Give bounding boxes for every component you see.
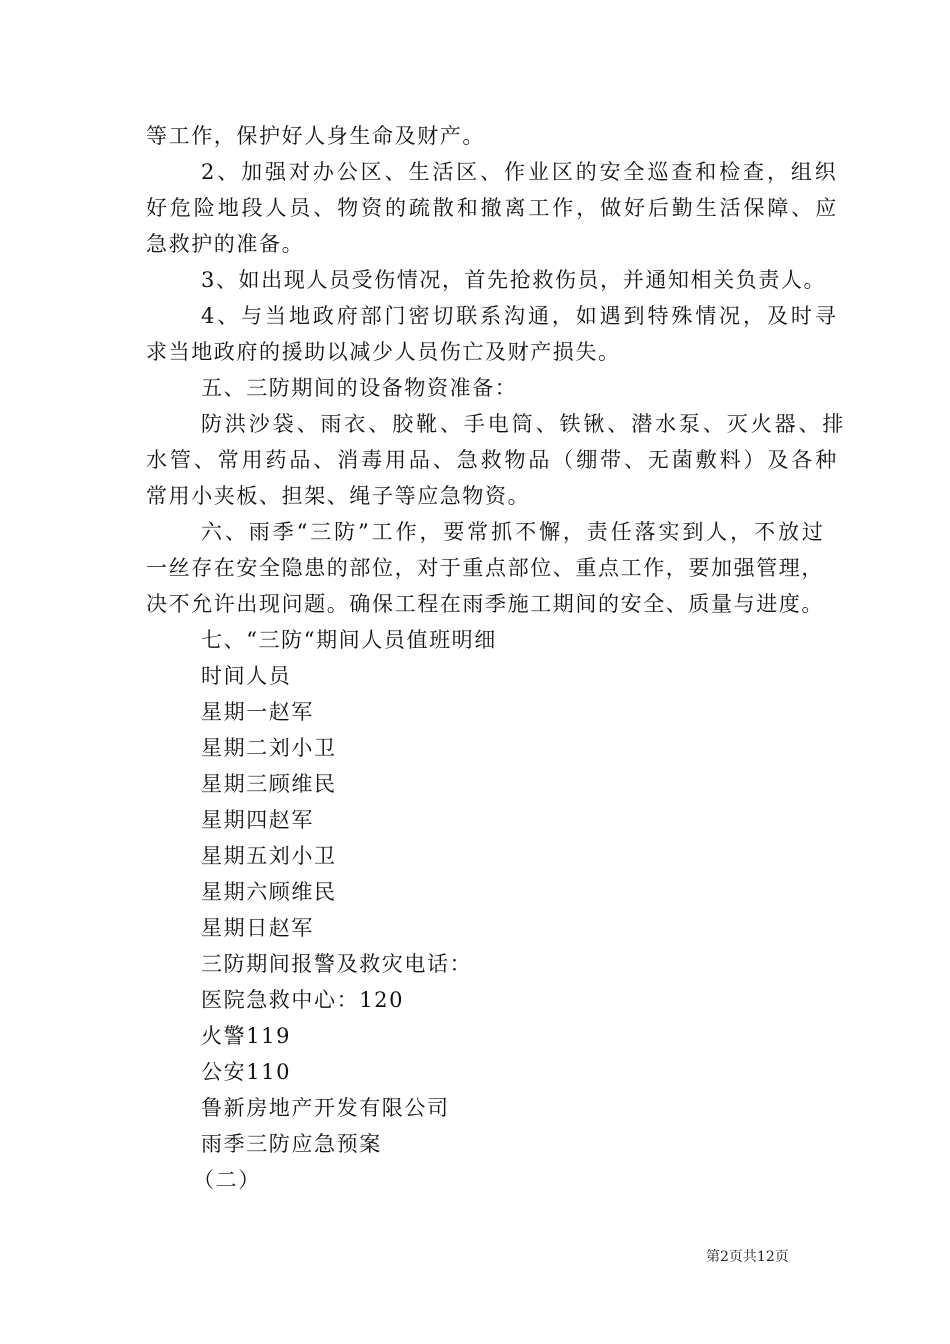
text-line: 4、与当地政府部门密切联系沟通，如遇到特殊情况，及时寻 [201, 304, 839, 328]
text-line: 等工作，保护好人身生命及财产。 [146, 124, 485, 148]
duty-row: 星期六顾维民 [201, 880, 337, 904]
page-number: 第2页共12页 [706, 1249, 789, 1265]
section-heading: 七、“三防“期间人员值班明细 [201, 628, 497, 652]
text-line: 六、雨季“三防”工作，要常抓不懈，责任落实到人，不放过 [201, 520, 826, 544]
text-line: 急救护的准备。 [146, 232, 305, 256]
duty-row: 星期三顾维民 [201, 772, 337, 796]
text-line: 2、加强对办公区、生活区、作业区的安全巡查和检查，组织 [201, 160, 839, 184]
phone-entry: 公安110 [201, 1060, 292, 1084]
section-heading: 五、三防期间的设备物资准备： [201, 376, 518, 400]
duty-row: 星期日赵军 [201, 916, 314, 940]
text-line: 水管、常用药品、消毒用品、急救物品（绷带、无菌敷料）及各种 [146, 448, 840, 472]
body-text [146, 118, 847, 1198]
phone-heading: 三防期间报警及救灾电话： [201, 952, 473, 976]
phone-entry: 火警119 [201, 1024, 292, 1048]
text-line: 防洪沙袋、雨衣、胶靴、手电筒、铁锹、潜水泵、灭火器、排 [201, 412, 847, 436]
duty-row: 星期五刘小卫 [201, 844, 337, 868]
text-line: 求当地政府的援助以减少人员伤亡及财产损失。 [146, 340, 621, 364]
text-line: 决不允许出现问题。确保工程在雨季施工期间的安全、质量与进度。 [146, 592, 824, 616]
document-title: 雨季三防应急预案 [201, 1132, 382, 1156]
phone-entry: 医院急救中心：120 [201, 988, 405, 1012]
duty-table-header: 时间人员 [201, 664, 292, 688]
text-line: 一丝存在安全隐患的部位，对于重点部位、重点工作，要加强管理， [146, 556, 824, 580]
company-name: 鲁新房地产开发有限公司 [201, 1096, 450, 1120]
duty-row: 星期四赵军 [201, 808, 314, 832]
part-marker: （二） [193, 1168, 261, 1192]
duty-row: 星期一赵军 [201, 700, 314, 724]
text-line: 好危险地段人员、物资的疏散和撤离工作，做好后勤生活保障、应 [146, 196, 840, 220]
text-line: 常用小夹板、担架、绳子等应急物资。 [146, 484, 531, 508]
text-line: 3、如出现人员受伤情况，首先抢救伤员，并通知相关负责人。 [201, 268, 827, 292]
duty-row: 星期二刘小卫 [201, 736, 337, 760]
